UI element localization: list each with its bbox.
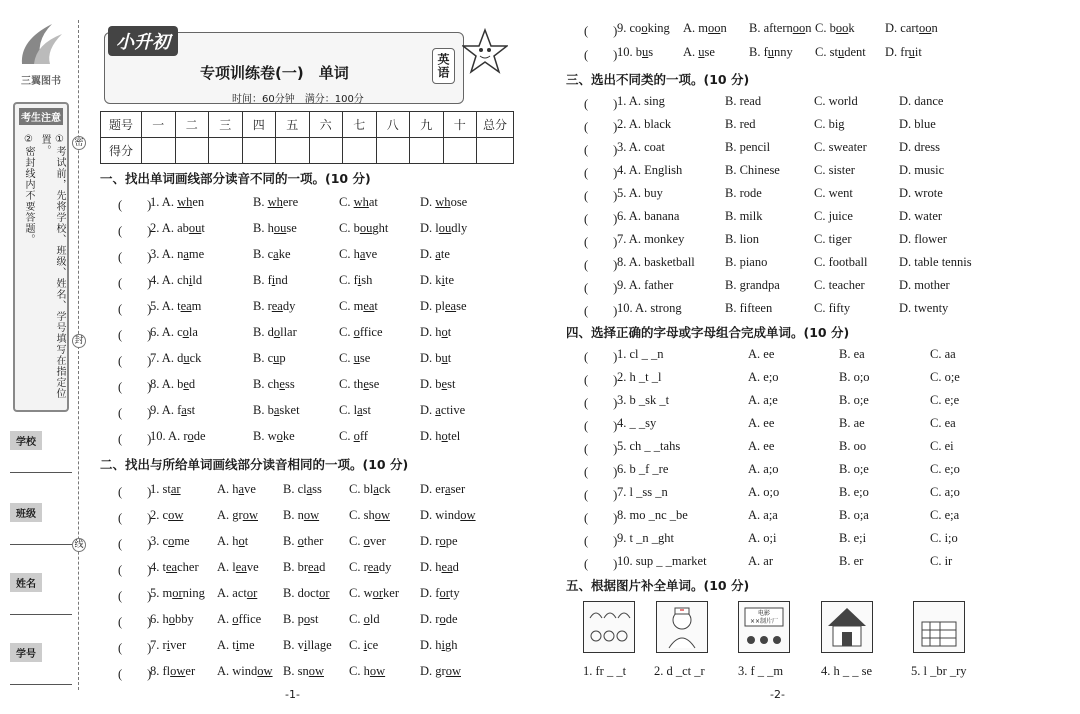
q1-option: B. where <box>253 195 299 209</box>
score-header-cell: 八 <box>376 112 410 138</box>
q3-option: C. went <box>814 186 853 200</box>
q5-word-blank[interactable]: 1. fr _ _t <box>583 664 627 678</box>
q5-word-blank[interactable]: 2. d _ct _r <box>654 664 705 678</box>
level-badge: 小升初 <box>108 26 178 56</box>
q1-option: D. whose <box>420 195 468 209</box>
q4-option: A. a;e <box>748 393 778 407</box>
q1-option: 6. A. cola <box>150 325 198 339</box>
q4-word: 3. b _sk _t <box>617 393 670 407</box>
q1-option: D. please <box>420 299 467 313</box>
q1-option: C. bought <box>339 221 389 235</box>
q3-option: C. football <box>814 255 868 269</box>
notice-title: 考生注意 <box>19 108 63 125</box>
q2-option: B. village <box>283 638 332 652</box>
q3-option: B. red <box>725 117 756 131</box>
q1-option: B. cake <box>253 247 291 261</box>
q3-option: D. table tennis <box>899 255 972 269</box>
q2-option: C. student <box>815 45 866 59</box>
q2-option: A. moon <box>683 21 727 35</box>
q2-keyword: 10. bus <box>617 45 654 59</box>
q3-option: B. milk <box>725 209 763 223</box>
score-header-cell: 七 <box>343 112 377 138</box>
q3-option: D. water <box>899 209 943 223</box>
answer-blank[interactable]: ( ) <box>584 511 618 525</box>
q2-option: D. rope <box>420 534 458 548</box>
q4-option: C. aa <box>930 347 956 361</box>
q3-option: C. fifty <box>814 301 851 315</box>
q3-option: D. music <box>899 163 945 177</box>
q3-option: C. teacher <box>814 278 865 292</box>
q4-option: A. e;o <box>748 370 779 384</box>
q1-option: C. have <box>339 247 378 261</box>
q2-option: B. doctor <box>283 586 330 600</box>
q1-option: D. hot <box>420 325 452 339</box>
cinema-sign-text-2: ××制片厂 <box>749 618 779 625</box>
fruit-picture <box>583 601 635 653</box>
q4-word: 6. b _f _re <box>617 462 669 476</box>
score-header-cell: 五 <box>276 112 310 138</box>
q1-option: C. meat <box>339 299 378 313</box>
q4-option: A. ee <box>748 347 775 361</box>
q3-option: D. blue <box>899 117 936 131</box>
q1-option: D. ate <box>420 247 450 261</box>
q4-word: 8. mo _nc _be <box>617 508 688 522</box>
q5-word-blank[interactable]: 5. l _br _ry <box>911 664 967 678</box>
q1-option: D. hotel <box>420 429 461 443</box>
q2-option: C. ready <box>349 560 392 574</box>
doctor-icon <box>657 602 707 652</box>
answer-blank[interactable]: ( ) <box>584 166 618 180</box>
q4-option: A. ee <box>748 439 775 453</box>
answer-blank[interactable]: ( ) <box>118 198 152 212</box>
q2-option: C. black <box>349 482 391 496</box>
q3-option: D. wrote <box>899 186 943 200</box>
answer-blank[interactable]: ( ) <box>118 354 152 368</box>
q4-option: C. ir <box>930 554 953 568</box>
q2-option: B. other <box>283 534 324 548</box>
q1-option: 2. A. about <box>150 221 205 235</box>
answer-blank[interactable]: ( ) <box>584 304 618 318</box>
q1-option: C. last <box>339 403 371 417</box>
q2-option: D. rode <box>420 612 458 626</box>
q4-option: B. o;e <box>839 393 869 407</box>
q1-option: 7. A. duck <box>150 351 202 365</box>
q2-keyword: 7. river <box>150 638 187 652</box>
q4-option: C. ei <box>930 439 954 453</box>
publisher-name: 三翼图书 <box>21 76 61 87</box>
q4-option: B. o;o <box>839 370 870 384</box>
q2-option: A. have <box>217 482 256 496</box>
q2-option: A. office <box>217 612 262 626</box>
q4-option: C. o;e <box>930 370 960 384</box>
q2-keyword: 3. come <box>150 534 190 548</box>
answer-blank[interactable]: ( ) <box>584 48 618 62</box>
q2-option: B. funny <box>749 45 793 59</box>
q4-word: 2. h _t _l <box>617 370 662 384</box>
answer-blank[interactable]: ( ) <box>584 143 618 157</box>
section-2-heading: 二、找出与所给单词画线部分读音相同的一项。(10 分) <box>100 457 409 472</box>
q4-option: A. ee <box>748 416 775 430</box>
q3-option: 6. A. banana <box>617 209 680 223</box>
answer-blank[interactable]: ( ) <box>118 406 152 420</box>
q3-option: C. big <box>814 117 845 131</box>
answer-blank[interactable]: ( ) <box>118 563 152 577</box>
q4-option: C. e;o <box>930 462 960 476</box>
answer-blank[interactable]: ( ) <box>584 235 618 249</box>
q4-option: C. i;o <box>930 531 958 545</box>
house-picture <box>821 601 873 653</box>
page-title: 专项训练卷(一) 单词 <box>200 64 349 82</box>
q4-option: C. e;e <box>930 393 960 407</box>
q3-option: D. flower <box>899 232 947 246</box>
exam-meta: 时间：60分钟 满分：100分 <box>232 94 364 105</box>
q3-option: 9. A. father <box>617 278 674 292</box>
answer-blank[interactable]: ( ) <box>584 465 618 479</box>
score-header-cell: 题号 <box>101 112 142 138</box>
q2-option: D. eraser <box>420 482 466 496</box>
q1-option: 1. A. when <box>150 195 205 209</box>
q3-option: B. fifteen <box>725 301 773 315</box>
q4-word: 9. t _n _ght <box>617 531 674 545</box>
q4-option: A. o;i <box>748 531 777 545</box>
q3-option: 8. A. basketball <box>617 255 695 269</box>
q2-option: C. worker <box>349 586 400 600</box>
q2-option: C. over <box>349 534 386 548</box>
q1-option: D. kite <box>420 273 455 287</box>
q4-option: B. o;a <box>839 508 869 522</box>
q1-option: D. active <box>420 403 466 417</box>
q2-keyword: 2. cow <box>150 508 184 522</box>
answer-blank[interactable]: ( ) <box>118 641 152 655</box>
answer-blank[interactable]: ( ) <box>118 511 152 525</box>
answer-blank[interactable]: ( ) <box>584 534 618 548</box>
q4-word: 5. ch _ _tahs <box>617 439 681 453</box>
q3-option: 2. A. black <box>617 117 672 131</box>
q2-option: B. snow <box>283 664 324 678</box>
answer-blank[interactable]: ( ) <box>584 120 618 134</box>
q3-option: C. juice <box>814 209 853 223</box>
q1-option: D. loudly <box>420 221 468 235</box>
score-header-cell: 十 <box>443 112 477 138</box>
section-3-heading: 三、选出不同类的一项。(10 分) <box>566 72 750 87</box>
cinema-icon <box>739 602 789 652</box>
q1-option: 5. A. team <box>150 299 202 313</box>
q2-keyword: 6. hobby <box>150 612 194 626</box>
q4-option: B. e;o <box>839 485 869 499</box>
answer-blank[interactable]: ( ) <box>584 24 618 38</box>
answer-blank[interactable]: ( ) <box>118 485 152 499</box>
q3-option: B. read <box>725 94 762 108</box>
answer-blank[interactable]: ( ) <box>118 589 152 603</box>
score-header-cell: 二 <box>175 112 209 138</box>
answer-blank[interactable]: ( ) <box>584 97 618 111</box>
q2-keyword: 5. morning <box>150 586 205 600</box>
answer-blank[interactable]: ( ) <box>118 276 152 290</box>
q1-option: B. ready <box>253 299 296 313</box>
q3-option: D. dress <box>899 140 940 154</box>
q1-option: 4. A. child <box>150 273 203 287</box>
q2-option: B. afternoon <box>749 21 812 35</box>
q2-option: A. leave <box>217 560 259 574</box>
q4-word: 10. sup _ _market <box>617 554 707 568</box>
section-5-heading: 五、根据图片补全单词。(10 分) <box>566 578 750 593</box>
q1-option: D. but <box>420 351 452 365</box>
q1-option: 9. A. fast <box>150 403 196 417</box>
answer-blank[interactable]: ( ) <box>584 258 618 272</box>
answer-blank[interactable]: ( ) <box>584 396 618 410</box>
seal-char-1: 密 <box>72 136 86 150</box>
q3-option: B. lion <box>725 232 760 246</box>
answer-blank[interactable]: ( ) <box>118 302 152 316</box>
q3-option: C. sweater <box>814 140 867 154</box>
q2-option: B. class <box>283 482 322 496</box>
film-picture <box>738 601 790 653</box>
q4-word: 1. cl _ _n <box>617 347 664 361</box>
answer-blank[interactable]: ( ) <box>584 373 618 387</box>
q2-option: D. head <box>420 560 459 574</box>
q2-option: A. use <box>683 45 715 59</box>
q4-option: A. o;o <box>748 485 780 499</box>
answer-blank[interactable]: ( ) <box>584 350 618 364</box>
answer-blank[interactable]: ( ) <box>118 432 152 446</box>
answer-blank[interactable]: ( ) <box>584 419 618 433</box>
doctor-picture <box>656 601 708 653</box>
q3-option: 10. A. strong <box>617 301 682 315</box>
q4-option: B. er <box>839 554 864 568</box>
seal-char-2: 封 <box>72 334 86 348</box>
q3-option: B. piano <box>725 255 768 269</box>
q2-option: C. how <box>349 664 386 678</box>
q2-option: D. high <box>420 638 458 652</box>
q2-option: B. post <box>283 612 319 626</box>
q2-option: B. bread <box>283 560 326 574</box>
answer-blank[interactable]: ( ) <box>118 667 152 681</box>
q3-option: B. Chinese <box>725 163 780 177</box>
q3-option: C. sister <box>814 163 855 177</box>
q5-word-blank[interactable]: 3. f _ _m <box>738 664 784 678</box>
q2-option: B. now <box>283 508 320 522</box>
notice-item-1: ①考试前，先将学校、班级、姓名、学号填写在指定位置。 <box>39 134 65 399</box>
q3-option: D. twenty <box>899 301 949 315</box>
section-4-heading: 四、选择正确的字母或字母组合完成单词。(10 分) <box>566 325 850 340</box>
field-school-label: 学校 <box>10 431 42 450</box>
q4-option: C. ea <box>930 416 956 430</box>
q2-option: C. old <box>349 612 380 626</box>
q2-option: C. ice <box>349 638 379 652</box>
q2-option: C. book <box>815 21 855 35</box>
q2-keyword: 4. teacher <box>150 560 199 574</box>
fruit-icon <box>584 602 634 652</box>
q1-option: 8. A. bed <box>150 377 196 391</box>
answer-blank[interactable]: ( ) <box>118 537 152 551</box>
notice-item-2: ②密封线内不要答题。 <box>23 134 34 245</box>
q3-option: 1. A. sing <box>617 94 665 108</box>
score-header-cell: 六 <box>309 112 343 138</box>
score-header-cell: 一 <box>142 112 176 138</box>
answer-blank[interactable]: ( ) <box>584 442 618 456</box>
q1-option: C. these <box>339 377 380 391</box>
answer-blank[interactable]: ( ) <box>118 250 152 264</box>
q1-option: B. cup <box>253 351 286 365</box>
page-number-2: -2- <box>770 688 785 701</box>
q1-option: C. off <box>339 429 368 443</box>
cinema-sign-text: 电影 <box>757 610 771 617</box>
answer-blank[interactable]: ( ) <box>118 328 152 342</box>
q2-option: A. window <box>217 664 273 678</box>
library-icon <box>914 602 964 652</box>
q2-keyword: 9. cooking <box>617 21 670 35</box>
q4-option: A. a;o <box>748 462 779 476</box>
q1-option: B. basket <box>253 403 300 417</box>
q2-option: A. time <box>217 638 255 652</box>
subject-tab: 英语 <box>432 48 455 84</box>
q2-option: D. forty <box>420 586 460 600</box>
q1-option: 3. A. name <box>150 247 205 261</box>
q3-option: C. tiger <box>814 232 852 246</box>
q1-option: C. what <box>339 195 378 209</box>
section-1-heading: 一、找出单词画线部分读音不同的一项。(10 分) <box>100 171 371 186</box>
q4-option: C. a;o <box>930 485 960 499</box>
field-number-label: 学号 <box>10 643 42 662</box>
q2-option: A. actor <box>217 586 258 600</box>
answer-blank[interactable]: ( ) <box>584 212 618 226</box>
q1-option: C. office <box>339 325 383 339</box>
q3-option: C. world <box>814 94 858 108</box>
q3-option: B. pencil <box>725 140 771 154</box>
q4-option: B. ea <box>839 347 865 361</box>
q1-option: B. house <box>253 221 297 235</box>
score-header-cell: 四 <box>242 112 276 138</box>
q1-option: D. best <box>420 377 456 391</box>
q4-word: 7. l _ss _n <box>617 485 668 499</box>
q1-option: B. dollar <box>253 325 297 339</box>
seal-char-3: 线 <box>72 538 86 552</box>
q1-option: C. fish <box>339 273 373 287</box>
answer-blank[interactable]: ( ) <box>584 281 618 295</box>
q1-option: B. chess <box>253 377 295 391</box>
page-number-1: -1- <box>285 688 300 701</box>
q3-option: D. dance <box>899 94 944 108</box>
q1-option: B. find <box>253 273 288 287</box>
q4-option: B. e;i <box>839 531 867 545</box>
answer-blank[interactable]: ( ) <box>118 224 152 238</box>
score-header-cell: 总分 <box>477 112 514 138</box>
q3-option: B. grandpa <box>725 278 780 292</box>
q4-option: B. o;e <box>839 462 869 476</box>
q2-option: A. grow <box>217 508 258 522</box>
q1-option: B. woke <box>253 429 295 443</box>
house-icon <box>822 602 872 652</box>
q1-option: 10. A. rode <box>150 429 206 443</box>
score-row-label: 得分 <box>101 138 142 164</box>
q4-option: B. ae <box>839 416 865 430</box>
q4-option: A. a;a <box>748 508 778 522</box>
q2-option: A. hot <box>217 534 249 548</box>
answer-blank[interactable]: ( ) <box>118 380 152 394</box>
q2-option: C. show <box>349 508 390 522</box>
q4-option: B. oo <box>839 439 867 453</box>
q2-option: D. grow <box>420 664 461 678</box>
q3-option: 3. A. coat <box>617 140 665 154</box>
q5-word-blank[interactable]: 4. h _ _ se <box>821 664 873 678</box>
q3-option: 7. A. monkey <box>617 232 685 246</box>
answer-blank[interactable]: ( ) <box>584 557 618 571</box>
field-class-label: 班级 <box>10 503 42 522</box>
answer-blank[interactable]: ( ) <box>118 615 152 629</box>
q2-option: D. cartoon <box>885 21 938 35</box>
q4-word: 4. _ _sy <box>617 416 657 430</box>
q4-option: A. ar <box>748 554 773 568</box>
q2-keyword: 1. star <box>150 482 181 496</box>
q3-option: B. rode <box>725 186 762 200</box>
answer-blank[interactable]: ( ) <box>584 488 618 502</box>
q4-option: C. e;a <box>930 508 960 522</box>
q2-option: D. window <box>420 508 476 522</box>
field-name-label: 姓名 <box>10 573 42 592</box>
q1-option: C. use <box>339 351 371 365</box>
q2-option: D. fruit <box>885 45 922 59</box>
answer-blank[interactable]: ( ) <box>584 189 618 203</box>
q3-option: 4. A. English <box>617 163 683 177</box>
score-header-cell: 九 <box>410 112 444 138</box>
q2-keyword: 8. flower <box>150 664 196 678</box>
score-header-cell: 三 <box>209 112 243 138</box>
library-picture <box>913 601 965 653</box>
q3-option: D. mother <box>899 278 950 292</box>
q3-option: 5. A. buy <box>617 186 663 200</box>
